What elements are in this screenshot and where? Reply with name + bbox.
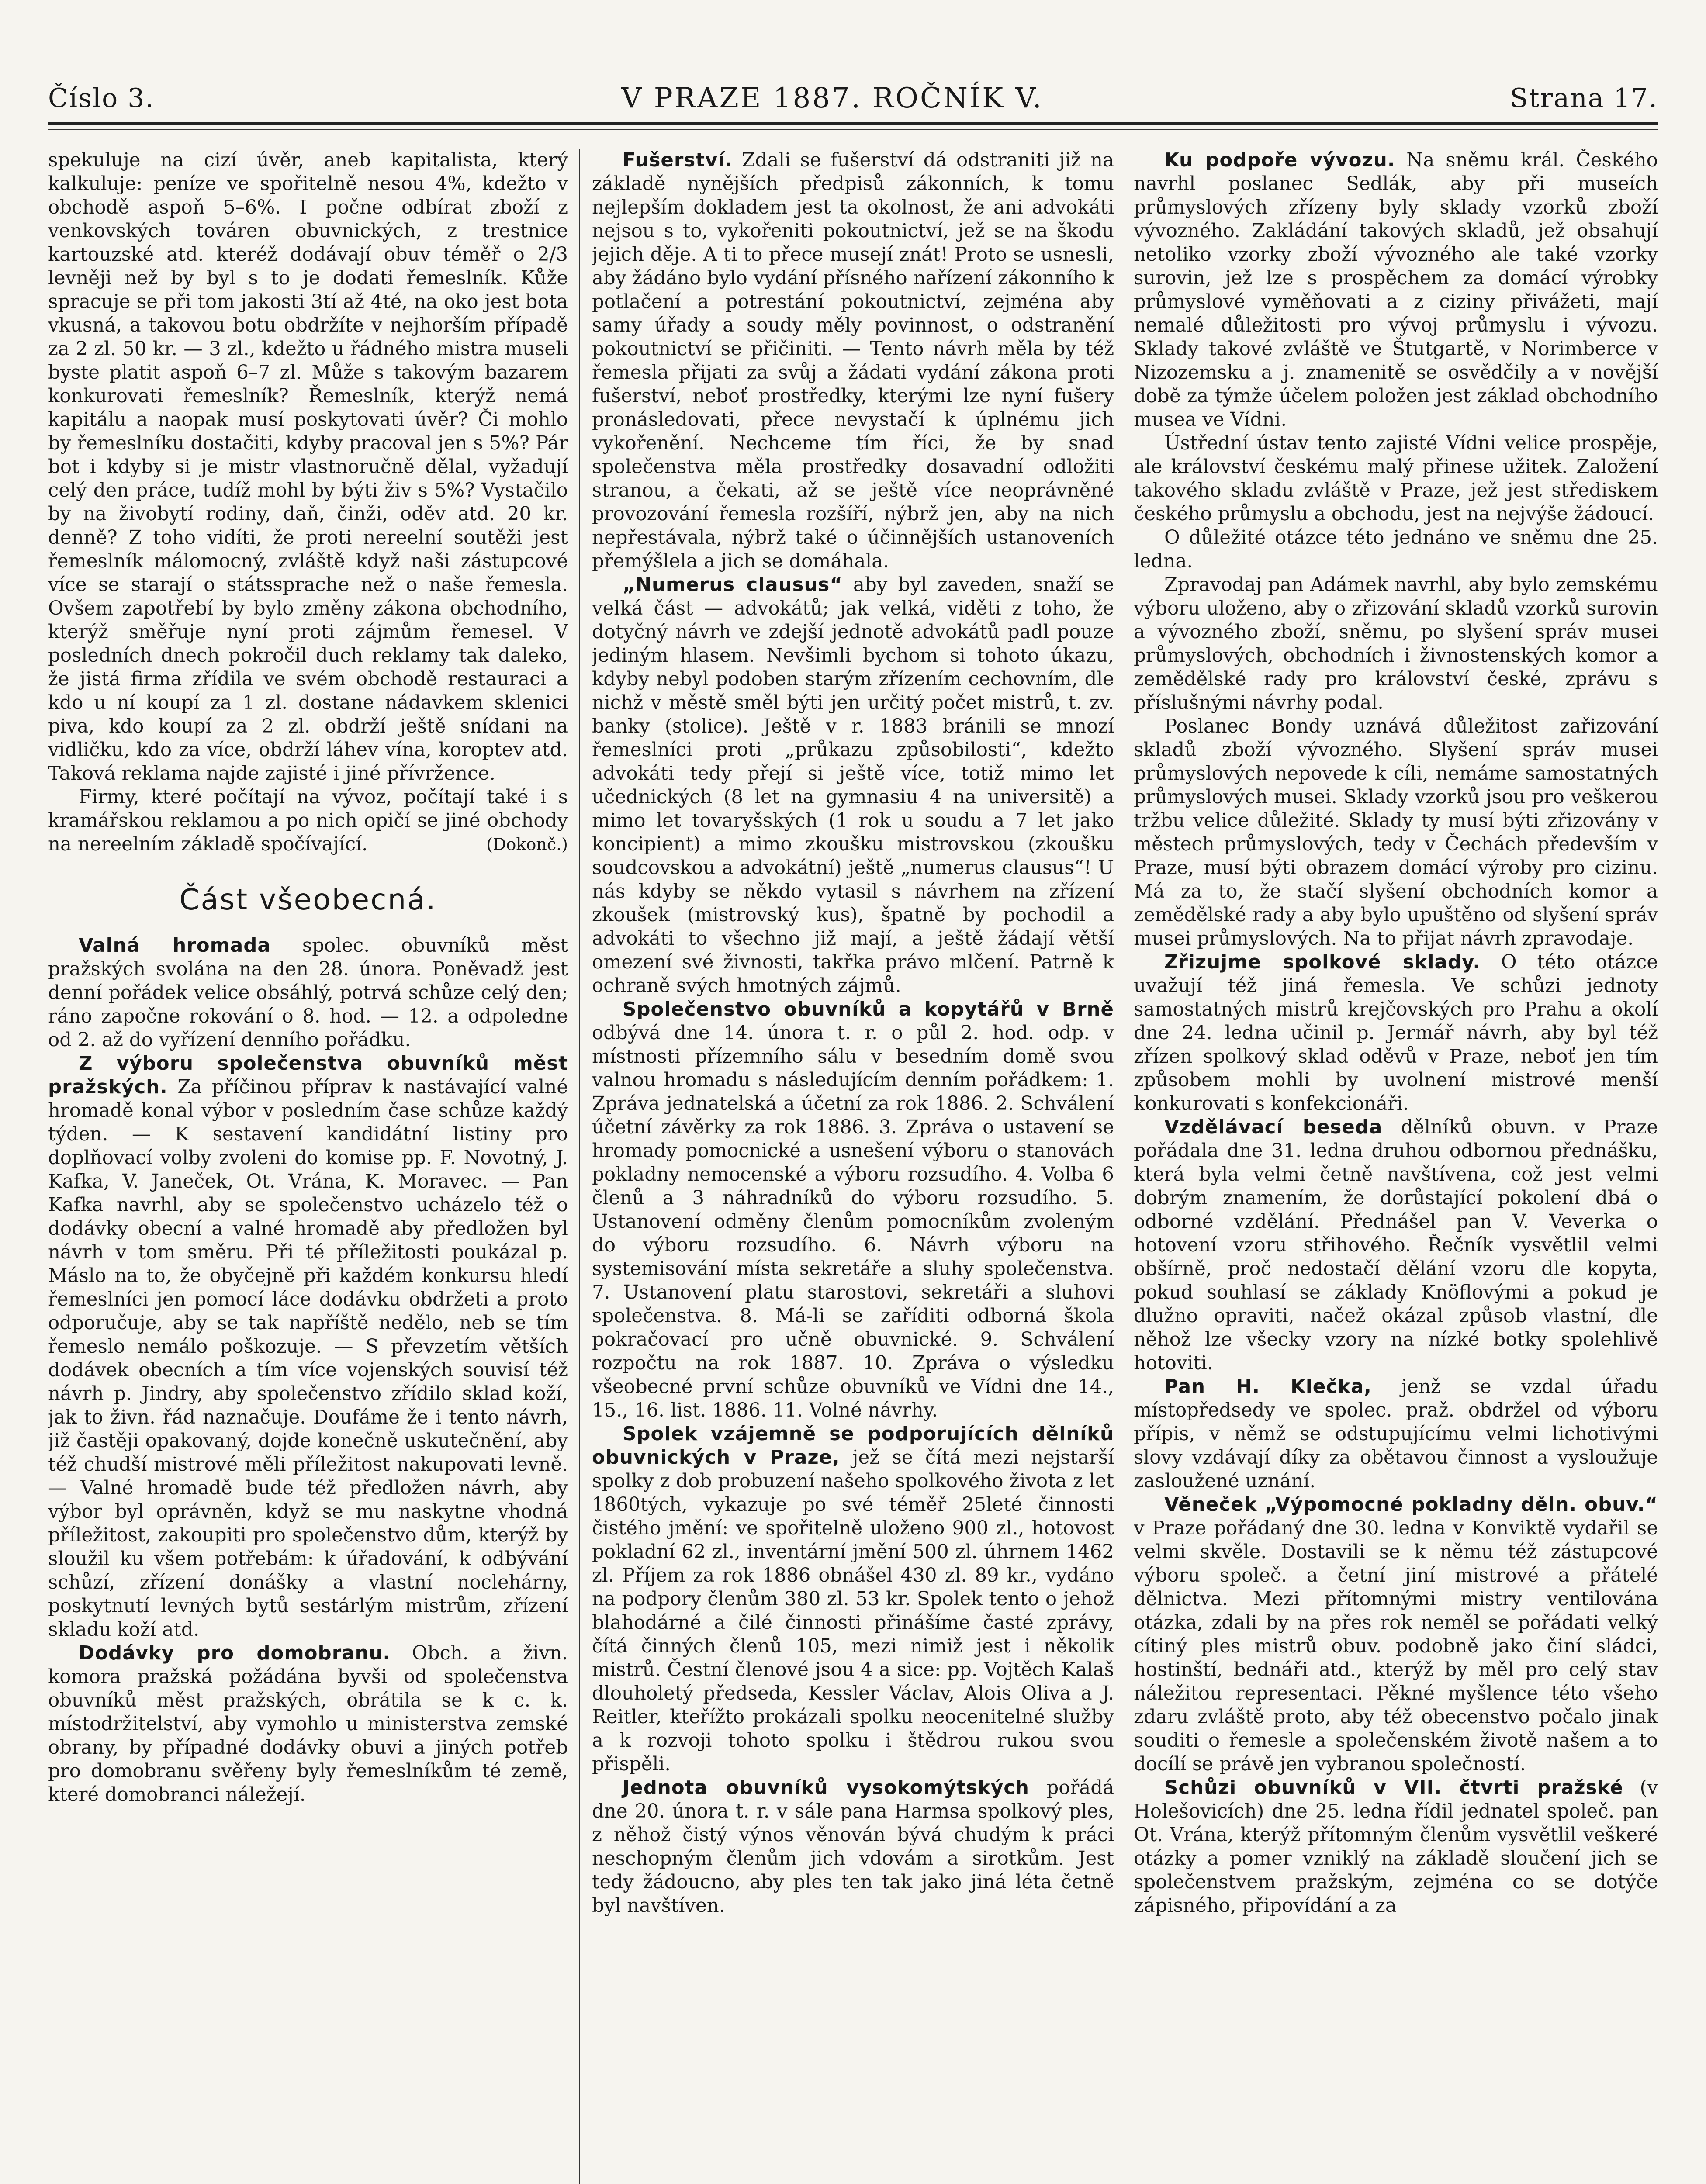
news-headline: Věneček „Výpomocné pokladny děln. obuv.“ <box>1164 1494 1658 1516</box>
news-headline: Spolek vzájemně se podporujících dělníků obuvnických v Praze, <box>592 1423 1114 1469</box>
article-text: O důležité otázce této jednáno ve sněmu dne 25. ledna. <box>1134 527 1658 572</box>
news-headline: Zřizujme spolkové sklady. <box>1164 951 1481 973</box>
header-rule-thin <box>48 129 1658 130</box>
news-item: Věneček „Výpomocné pokladny děln. obuv.“ v Praze pořádaný dne 30. ledna v Konviktě vydařil se velmi skvěle. Dostavili se k němu též zástupcové výboru společ. a četní jiní mistrové a přátelé dělnictva. Mezi přítomnými mistry ventilována otázka, zdali by na přes rok neměl se pořádati velký cítiný ples mistrů obuv. podobně jako činí sládci, hostinští, bednáři atd., kterýž by měl pro celý stav náležitou representaci. Pěkné myšlence této všeho zdaru zvláště proto, aby též obecenstvo počalo jinak souditi o řemesle a společenském životě našem a to docílí se právě jen vybranou společností. <box>1134 1494 1658 1775</box>
article-text: Zpravodaj pan Adámek navrhl, aby bylo zemskému výboru uloženo, aby o zřizování skladů vzorků surovin a vývozného zboží, sněmu, po slyšení správ musei průmyslových, obchodních i živnostenských komor a zemědělské rady pro království české, zprávu s příslušnými návrhy podal. <box>1134 574 1658 714</box>
news-headline: Jednota obuvníků vysokomýtských <box>623 1777 1030 1799</box>
page-header <box>48 74 1658 122</box>
news-item: Společenstvo obuvníků a kopytářů v Brně odbývá dne 14. února t. r. o půl 2. hod. odp. v místnosti přízemního sálu v besedním domě svou valnou hromadu s následujícím denním pořádkem: 1. Zpráva jednatelská a účetní za rok 1886. 2. Schválení účetní závěrky za rok 1886. 3. Zpráva o ustavení se hromady pomocnické a usnešení výboru o stanovách pokladny nemocenské a výboru rozsudího. 4. Volba 6 členů a 3 náhradníků do výboru rozsudího. 5. Ustanovení odměny členům pomocníkům zvoleným do výboru rozsudího. 6. Návrh výboru na systemisování místa sekretáře a sluhy společenstva. 7. Ustanovení platu starostovi, sekretáři a sluhovi společenstva. 8. Má-li se zaříditi odborná škola pokračovací pro učně obuvnické. 9. Schválení rozpočtu na rok 1887. 10. Zpráva o výsledku všeobecné první schůze obuvníků ve Vídni dne 14., 15., 16. list. 1886. 11. Volné návrhy. <box>592 999 1114 1421</box>
article-text: Ústřední ústav tento zajisté Vídni velice prospěje, ale království českému malý přinese užitek. Založení takového skladu zvláště v Praze, jež jest střediskem českého průmyslu a obchodu, jest na nejvýše žádoucí. <box>1134 432 1658 525</box>
header-rule-thick <box>48 122 1658 125</box>
news-headline: Pan H. Klečka, <box>1164 1376 1372 1398</box>
masthead-title: V PRAZE 1887. ROČNÍK V. <box>621 82 1043 114</box>
news-item: Fušerství. Zdali se fušerství dá odstraniti již na základě nynějších předpisů zákonních, k tomu nejlepším dokladem jest ta okolnost, že ani advokáti nejsou s to, vykořeniti pokoutnictví, jež se na škodu jejich děje. A ti to přece musejí znát! Proto se usnesli, aby žádáno bylo vydání přísného nařízení zákonního k potlačení a potrestání pokoutnictví, zejména aby samy úřady a soudy měly povinnost, o odstranění pokoutnictví se přičiniti. — Tento návrh měla by též řemesla přijati za svůj a žádati vydání zákona proti fušerství, neboť prostředky, kterými lze nyní fušery pronásledovati, přece nevystačí k úplnému jich vykořenění. Nechceme tím říci, že by snad společenstva měla prostředky dosavadní odložiti stranou, a čekati, až se ještě více neoprávněné provozování řemesla rozšíří, nýbrž jen, aby na nich nepřestávala, nýbrž také o účinnějších ustanoveních přemýšlela a jich se domáhala. <box>592 149 1114 572</box>
news-item: Pan H. Klečka, jenž se vzdal úřadu místopředsedy ve spolec. praž. obdržel od výboru přípis, v němž se odstupujícímu velmi lichotivými slovy vzdávají díky za obětavou činnost a vysloužuje zasloužené uznání. <box>1134 1376 1658 1492</box>
news-item: Z výboru společenstva obuvníků měst pražských. Za příčinou příprav k nastávající valné hromadě konal výbor v posledním čase schůze každý týden. — K sestavení kandidátní listiny pro doplňovací volby zvoleni do komise pp. F. Novotný, J. Kafka, V. Janeček, Ot. Vrána, K. Moravec. — Pan Kafka navrhl, aby se společenstvo ucházelo též o dodávky obecní a valné hromadě aby předložen byl návrh v tom směru. Při té příležitosti poukázal p. Máslo na to, že obyčejně při každém konkursu hledí řemeslníci jen pomocí láce dodávku obdržeti a proto odporučuje, aby se tak napříště nedělo, neb se tím řemeslo nemálo poškozuje. — S převzetím větších dodávek obecních a tím více vojenských souvisí též návrh p. Jindry, aby společenstvo zřídilo sklad koží, jak to živn. řád naznačuje. Doufáme že i tento návrh, již častěji opakovaný, dojde konečně uskutečnění, aby též chudší mistrové měli příležitost nakupovati levně. — Valné hromadě bude též předložen návrh, aby výbor byl oprávněn, když se mu naskytne vhodná příležitost, zakoupiti pro společenstvo dům, kterýž by sloužil ku všem potřebám: k úřadování, k odbývání schůzí, zřízení donášky a vlastní noclehárny, poskytnutí levných bytů sestárlým mistrům, zřízení skladu koží atd. <box>48 1053 568 1641</box>
news-headline: Dodávky pro domobranu. <box>79 1642 391 1664</box>
news-item: Zřizujme spolkové sklady. O této otázce uvažují též jiná řemesla. Ve schůzi jednoty samostatných mistrů krejčovských pro Prahu a okolí dne 24. ledna učinil p. Jermář návrh, aby byl též zřízen spolkový sklad oděvů v Praze, neboť jen tím způsobem mohli by uvolnení mistrové menší konkurovati s konfekcionáři. <box>1134 951 1658 1115</box>
page-number: Strana 17. <box>1510 83 1658 114</box>
column-divider <box>579 149 580 2184</box>
continued-note: (Dokonč.) <box>486 835 568 854</box>
news-item: Valná hromada spolec. obuvníků měst pražských svolána na den 28. února. Poněvadž jest denní pořádek velice obsáhlý, potrvá schůze celý den; ráno započne rokování o 8. hod. — 12. a odpoledne od 2. až do vyřízení denního pořádku. <box>48 935 568 1051</box>
news-headline: Valná hromada <box>79 935 271 957</box>
news-headline: „Numerus clausus“ <box>623 574 843 596</box>
issue-number: Číslo 3. <box>48 83 155 114</box>
column-2 <box>592 149 1114 2184</box>
column-1 <box>48 149 568 2184</box>
news-item: Dodávky pro domobranu. Obch. a živn. komora pražská požádána byvši od společenstva obuvníků měst pražských, obrátila se k c. k. místodržitelství, aby vymohlo u ministerstva zemské obrany, by případné dodávky obuvi a jiných potřeb pro domobranu svěřeny byly řemeslníkům té země, které domobranci náležejí. <box>48 1642 568 1806</box>
news-headline: Vzdělávací beseda <box>1164 1116 1383 1138</box>
news-headline: Z výboru společenstva obuvníků měst pražských. <box>48 1053 568 1098</box>
news-item: Schůzi obuvníků v VII. čtvrti pražské (v Holešovicích) dne 25. ledna řídil jednatel společ. pan Ot. Vrána, kterýž přítomným členům vysvětlil veškeré otázky a pomer vzniklý na základě sloučení jich se společenstvem pražským, zejména co se dotýče zápisného, připovídání a za <box>1134 1777 1658 1917</box>
article-text: Firmy, které počítají na vývoz, počítají také i s kramářskou reklamou a po nich opičí se jiné obchody na nereelním základě spočívající. (Dokonč.) <box>48 786 568 855</box>
news-item: Spolek vzájemně se podporujících dělníků obuvnických v Praze, jež se čítá mezi nejstarší spolky z dob probuzení našeho spolkového života z let 1860tých, vykazuje po své téměř 25leté činnosti čistého jmění: ve spořitelně uloženo 900 zl., hotovost pokladní 62 zl., inventární jmění 500 zl. úhrnem 1462 zl. Příjem za rok 1886 obnášel 430 zl. 89 kr., vydáno na podpory členům 380 zl. 53 kr. Spolek tento o jehož blahodárné a čilé činnosti přinášíme časté zprávy, čítá činných členů 105, mezi nimiž jest i několik mistrů. Čestní členové jsou 4 a sice: pp. Vojtěch Kalaš dlouholetý předseda, Kessler Václav, Alois Oliva a J. Reitler, kteřížto prokázali spolku neocenitelné služby a k rozvoji tohoto spolku i štědrou rukou svou přispěli. <box>592 1423 1114 1775</box>
article-text: spekuluje na cizí úvěr, aneb kapitalista, který kalkuluje: peníze ve spořitelně nesou 4%, kdežto v obchodě aspoň 5–6%. I počne odbírat zboží z venkovských továren obuvnických, z trestnice kartouzské atd. kteréž dodávají obuv téměř o 2/3 levněji než by byl s to je dodati řemeslník. Kůže spracuje se při tom jakosti 3tí až 4té, na oko jest bota vkusná, a takovou botu obdržíte v nejhorším případě za 2 zl. 50 kr. — 3 zl., kdežto u řádného mistra museli byste platit aspoň 6–7 zl. Může s takovým bazarem konkurovati řemeslník? Řemeslník, kterýž nemá kapitálu a naopak musí poskytovati úvěr? Či mohlo by řemeslníku dostačiti, kdyby pracoval jen s 5%? Pár bot i kdyby si je mistr vlastnoručně dělal, vyžadují celý den práce, tudíž mohl by býti živ s 5%? Vystačilo by na živobytí rodiny, daň, činži, oděv atd. 20 kr. denně? Z toho vidíti, že proti nereelní soutěži jest řemeslník málomocný, zvláště když naši zástupcové více se starají o státssprache než o naše řemesla. Ovšem zapotřebí by bylo změny zákona obchodního, kterýž směřuje nyní proti zájmům řemesel. V posledních dnech pokročil duch reklamy tak daleko, že jistá firma zřídila ve svém obchodě restauraci a kdo u ní koupí za 1 zl. dostane nádavkem sklenici piva, kdo koupí za 2 zl. obdrží ještě snídani na vidličku, kdo za více, obdrží láhev vína, koroptev atd. Taková reklama najde zajisté i jiné přívržence. <box>48 149 568 784</box>
article-text: Poslanec Bondy uznává důležitost zařizování skladů zboží vývozného. Slyšení správ musei průmyslových nepovede k cíli, nemáme samostatných průmyslových musei. Sklady vzorků jsou pro veškerou tržbu velice důležité. Sklady ty musí býti zřizovány v městech průmyslových, tedy v Čechách především v Praze, musí býti obrazem domácí výroby pro cizinu. Má za to, že stačí slyšení obchodních komor a zemědělské rady a aby bylo upuštěno od slyšení správ musei průmyslových. Na to přijat návrh zpravodaje. <box>1134 715 1658 950</box>
news-item: Jednota obuvníků vysokomýtských pořádá dne 20. února t. r. v sále pana Harmsa spolkový ples, z něhož čistý výnos věnován bývá chudým k práci neschopným členům jich vdovám a sirotkům. Jest tedy žádoucno, aby ples ten tak jako jiná léta četně byl navštíven. <box>592 1777 1114 1917</box>
news-item: „Numerus clausus“ aby byl zaveden, snaží se velká část — advokátů; jak velká, viděti z toho, že dotyčný návrh ve zdejší jednotě advokátů padl pouze jediným hlasem. Nevšimli bychom si tohoto úkazu, kdyby nebyl podoben starým zřízením cechovním, dle nichž v městě směl býti jen určitý počet mistrů, t. zv. banky (stolice). Ještě v r. 1883 bránili se mnozí řemeslníci proti „průkazu způsobilosti“, kdežto advokáti tedy přejí si ještě více, totiž mimo let učednických (8 let na gymnasiu 4 na universitě) a mimo let tovaryšských (1 rok u soudu a 7 let jako koncipient) a mimo zkoušku mistrovskou (zkoušku soudcovskou a advokátní) ještě „numerus clausus“! U nás kdyby se někdo vytasil s návrhem na zřízení zkoušek (mistrovský kus), špatně by pochodil a advokáti to všechno již mají, a ještě žádají větší omezení své živnosti, takřka právo mlčení. Patrně k ochraně svých hmotných zájmů. <box>592 574 1114 997</box>
news-headline: Ku podpoře vývozu. <box>1164 149 1395 171</box>
section-title: Část všeobecná. <box>179 883 437 916</box>
news-headline: Schůzi obuvníků v VII. čtvrti pražské <box>1164 1777 1623 1799</box>
news-headline: Fušerství. <box>623 149 733 171</box>
news-item: Ku podpoře vývozu. Na sněmu král. Českého navrhl poslanec Sedlák, aby při museích průmyslových zřízeny byly sklady vzorků zboží vývozného. Zakládání takových skladů, jež obsahují netoliko vzorky zboží vývozného ale také vzorky surovin, jež lze s prospěchem za domácí výrobky průmyslové vyměňovati a z ciziny přivážeti, mají nemalé důležitosti pro vývoj průmyslu i vývozu. Sklady takové zvláště ve Štutgartě, v Norimberce v Nizozemsku a j. znamenitě se osvědčily a v novější době za týmže účelem položen jest základ obchodního musea ve Vídni. <box>1134 149 1658 431</box>
news-item: Vzdělávací beseda dělníků obuvn. v Praze pořádala dne 31. ledna druhou odbornou přednášku, která byla velmi četně navštívena, což jest velmi dobrým znamením, že dorůstající pokolení dbá o odborné vzdělání. Přednášel pan V. Veverka o hotovení vzoru střihového. Řečník vysvětlil velmi obšírně, proč nedostačí dělání vzoru dle kopyta, pokud souhlasí se základy Knöflovými a pokud je dlužno opraviti, načež okázal způsob vlastní, dle něhož lze všecky vzory na nízké botky spolehlivě hotoviti. <box>1134 1116 1658 1374</box>
column-3 <box>1134 149 1658 2184</box>
news-headline: Společenstvo obuvníků a kopytářů v Brně <box>623 999 1114 1020</box>
